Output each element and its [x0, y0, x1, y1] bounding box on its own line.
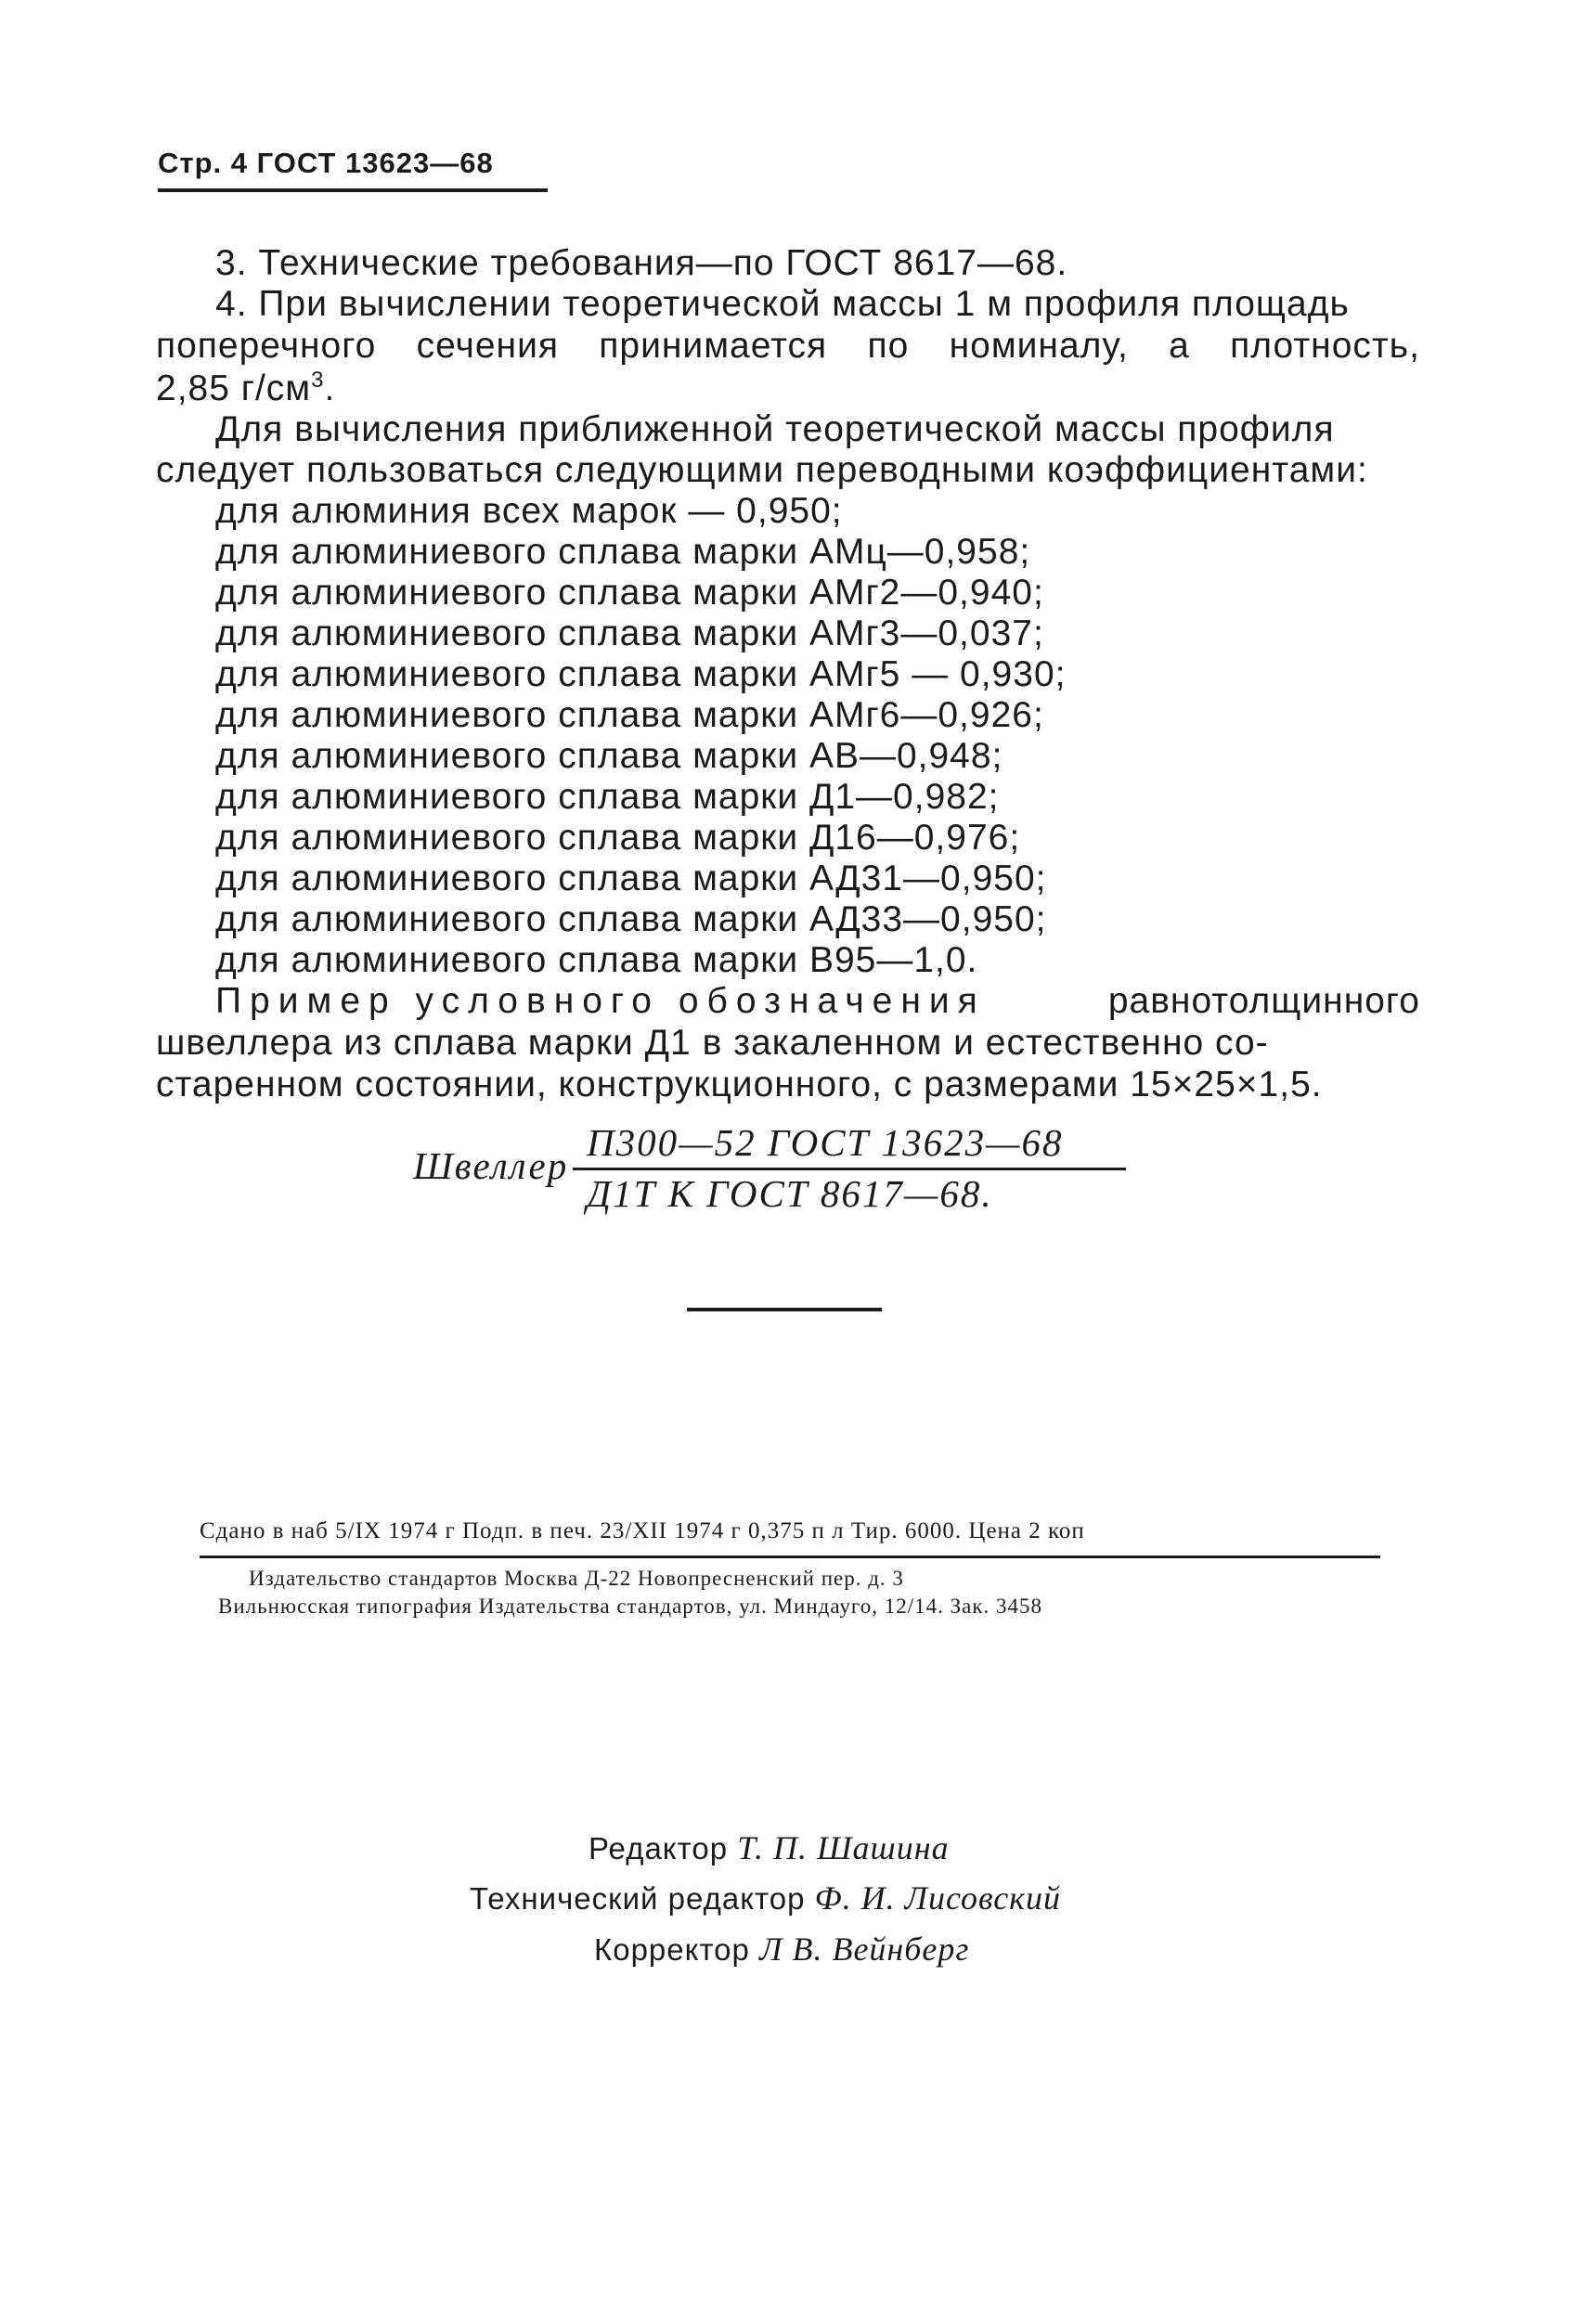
end-rule	[687, 1308, 882, 1311]
word: плотность,	[1230, 326, 1420, 366]
coefficient-item: для алюминиевого сплава марки Д16—0,976;	[215, 818, 1021, 858]
credit-editor	[589, 1828, 950, 1867]
coefficient-item: для алюминиевого сплава марки АВ—0,948;	[215, 736, 1003, 776]
credit-label: Технический редактор	[470, 1881, 806, 1916]
coefficient-item: для алюминиевого сплава марки В95—1,0.	[215, 940, 978, 980]
designation-fraction-rule	[573, 1168, 1126, 1170]
designation-numerator: П300—52 ГОСТ 13623—68	[587, 1121, 1064, 1164]
credit-name: Т. П. Шашина	[737, 1829, 950, 1866]
intro-line-2: следует пользоваться следующими переводными коэффициентами:	[156, 450, 1368, 490]
intro-line-1: Для вычисления приближенной теоретической массы профиля	[215, 409, 1335, 449]
example-line-1	[215, 981, 1420, 1022]
designation-denominator: Д1Т К ГОСТ 8617—68.	[587, 1172, 993, 1215]
credit-name: Л В. Вейнберг	[759, 1930, 970, 1968]
word: поперечного	[156, 326, 377, 366]
coefficient-item: для алюминиевого сплава марки АМц—0,958;	[215, 532, 1031, 572]
imprint-line-1: Сдано в наб 5/IX 1974 г Подп. в печ. 23/XII 1974 г 0,375 п л Тир. 6000. Цена 2 коп	[200, 1518, 1085, 1543]
item-4-line-2	[156, 326, 1420, 367]
coefficient-item: для алюминиевого сплава марки АМг3—0,037;	[215, 613, 1044, 653]
item-4-line-3	[156, 368, 335, 409]
imprint-rule	[200, 1556, 1380, 1558]
word: принимается	[599, 326, 828, 366]
density-value: 2,85 г/см	[156, 368, 312, 408]
credit-tech-editor	[470, 1879, 1061, 1917]
designation-prefix: Швеллер	[413, 1144, 569, 1187]
credit-corrector	[594, 1930, 969, 1969]
coefficient-item: для алюминиевого сплава марки Д1—0,982;	[215, 777, 1000, 817]
item-4-line-1: 4. При вычислении теоретической массы 1 м профиля площадь	[215, 284, 1350, 324]
density-superscript: 3	[311, 368, 325, 393]
word: а	[1169, 326, 1190, 366]
coefficient-item: для алюминиевого сплава марки АД31—0,950;	[215, 859, 1047, 898]
example-line-3: старенном состоянии, конструкционного, с размерами 15×25×1,5.	[156, 1065, 1323, 1104]
coefficient-item: для алюминиевого сплава марки АД33—0,950;	[215, 899, 1047, 939]
coefficient-item: для алюминиевого сплава марки АМг6—0,926;	[215, 695, 1044, 735]
credit-label: Редактор	[589, 1831, 729, 1866]
page-header: Стр. 4 ГОСТ 13623—68	[158, 147, 494, 179]
coefficient-item: для алюминиевого сплава марки АМг5 — 0,930;	[215, 654, 1067, 694]
item-3: 3. Технические требования—по ГОСТ 8617—68.	[215, 243, 1068, 283]
credit-name: Ф. И. Лисовский	[814, 1879, 1062, 1917]
density-period: .	[324, 368, 336, 408]
example-spaced-heading: Пример условного обозначения	[215, 981, 986, 1021]
example-line-2: швеллера из сплава марки Д1 в закаленном и естественно со-	[156, 1023, 1269, 1063]
word: сечения	[416, 326, 559, 366]
credit-label: Корректор	[594, 1932, 750, 1967]
word: по	[867, 326, 910, 366]
word: номиналу,	[949, 326, 1129, 366]
imprint-line-3: Вильнюсская типография Издательства стандартов, ул. Миндауго, 12/14. Зак. 3458	[218, 1595, 1043, 1618]
example-heading-rest: равнотолщинного	[1107, 981, 1420, 1021]
header-rule	[158, 188, 548, 192]
imprint-line-2: Издательство стандартов Москва Д-22 Новопресненский пер. д. 3	[249, 1567, 904, 1590]
coefficient-item: для алюминия всех марок — 0,950;	[215, 491, 843, 531]
coefficient-item: для алюминиевого сплава марки АМг2—0,940;	[215, 573, 1044, 613]
